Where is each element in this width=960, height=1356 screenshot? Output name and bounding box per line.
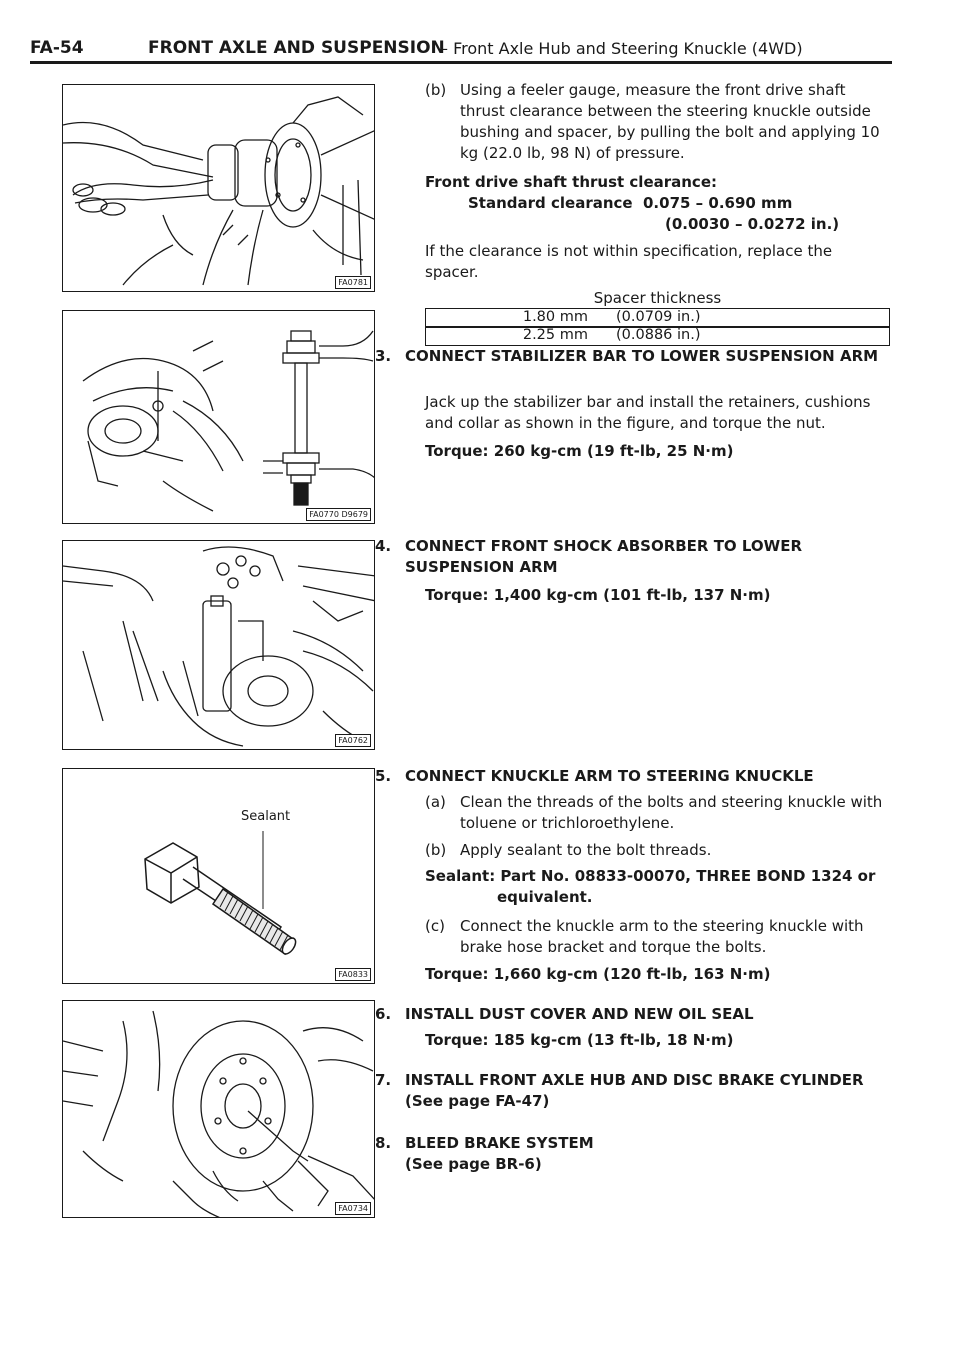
step-8-heading: 8. BLEED BRAKE SYSTEM (375, 1134, 594, 1152)
figure-code: FA0770 D9679 (306, 508, 371, 521)
page-header (30, 36, 892, 66)
stabilizer-bar-illustration (63, 311, 375, 524)
figure-shock-absorber (62, 540, 375, 750)
spec-value-mm: 0.075 – 0.690 mm (643, 194, 793, 212)
figure-sealant-bolt (62, 768, 375, 984)
figure-code: FA0833 (335, 968, 371, 981)
step-6-heading: 6. INSTALL DUST COVER AND NEW OIL SEAL (375, 1005, 754, 1023)
figure-code: FA0734 (335, 1202, 371, 1215)
step-5-heading: 5. CONNECT KNUCKLE ARM TO STEERING KNUCKLE (375, 767, 814, 785)
bolt-illustration (63, 769, 375, 984)
substep-b-measure: (b) Using a feeler gauge, measure the front drive shaft thrust clearance between the steering knuckle outside bushing and spacer, by pulling the bolt and applying 10 kg (22.0 lb, 98 N) of pressure. (425, 81, 880, 162)
step-5-sealant: Sealant: Part No. 08833-00070, THREE BOND 1324 or (425, 867, 876, 885)
substep-5a: (a) Clean the threads of the bolts and steering knuckle with toluene or trichloroethylene. (425, 793, 883, 832)
step-4-torque: Torque: 1,400 kg-cm (101 ft-lb, 137 N·m) (425, 586, 771, 604)
step-5-sealant-cont: equivalent. (497, 888, 593, 906)
shock-absorber-illustration (63, 541, 375, 750)
replace-note: If the clearance is not within specification, replace the spacer. (425, 242, 833, 281)
figure-stabilizer-bar (62, 310, 375, 524)
header-rule (30, 61, 892, 64)
table-row: 1.80 mm (0.0709 in.) (425, 308, 890, 328)
step-3-torque: Torque: 260 kg-cm (19 ft-lb, 25 N·m) (425, 442, 734, 460)
step-7-reference: (See page FA-47) (405, 1092, 550, 1110)
step-3-body: Jack up the stabilizer bar and install the retainers, cushions and collar as shown in the figure, and torque the nut. (425, 393, 871, 432)
substep-5b: (b) Apply sealant to the bolt threads. (425, 841, 712, 859)
substep-b-text: Using a feeler gauge, measure the front drive shaft thrust clearance between the steering knuckle outside bushing and spacer, by pulling the bolt and applying 10 kg (22.0 lb, 98 N) of pressure. (460, 81, 880, 162)
sealant-callout: Sealant (241, 809, 291, 824)
step-7-heading: 7. INSTALL FRONT AXLE HUB AND DISC BRAKE CYLINDER (375, 1071, 864, 1089)
step-5-torque: Torque: 1,660 kg-cm (120 ft-lb, 163 N·m) (425, 965, 771, 983)
spec-title: Front drive shaft thrust clearance: (425, 173, 717, 191)
section-title: FRONT AXLE AND SUSPENSION (148, 38, 445, 58)
figure-disc-brake (62, 1000, 375, 1218)
table-caption: Spacer thickness (593, 289, 722, 307)
table-row: 2.25 mm (0.0886 in.) (425, 326, 890, 346)
subsection-title: – Front Axle Hub and Steering Knuckle (4WD) (440, 39, 803, 58)
spacer-thickness-table (425, 288, 890, 346)
figure-feeler-gauge (62, 84, 375, 292)
step-4-heading: 4. CONNECT FRONT SHOCK ABSORBER TO LOWER SUSPENSION ARM (375, 537, 803, 576)
spec-label: Standard clearance (468, 194, 633, 212)
figure-code: FA0781 (335, 276, 371, 289)
page-number: FA-54 (30, 38, 84, 58)
step-8-reference: (See page BR-6) (405, 1155, 542, 1173)
step-3-heading: 3. CONNECT STABILIZER BAR TO LOWER SUSPENSION ARM (375, 347, 879, 365)
figure-code: FA0762 (335, 734, 371, 747)
disc-brake-illustration (63, 1001, 375, 1218)
spec-value-in: (0.0030 – 0.0272 in.) (665, 215, 840, 233)
substep-5c: (c) Connect the knuckle arm to the steering knuckle with brake hose bracket and torque the bolts. (425, 917, 864, 956)
step-6-torque: Torque: 185 kg-cm (13 ft-lb, 18 N·m) (425, 1031, 734, 1049)
feeler-gauge-illustration (63, 85, 375, 292)
